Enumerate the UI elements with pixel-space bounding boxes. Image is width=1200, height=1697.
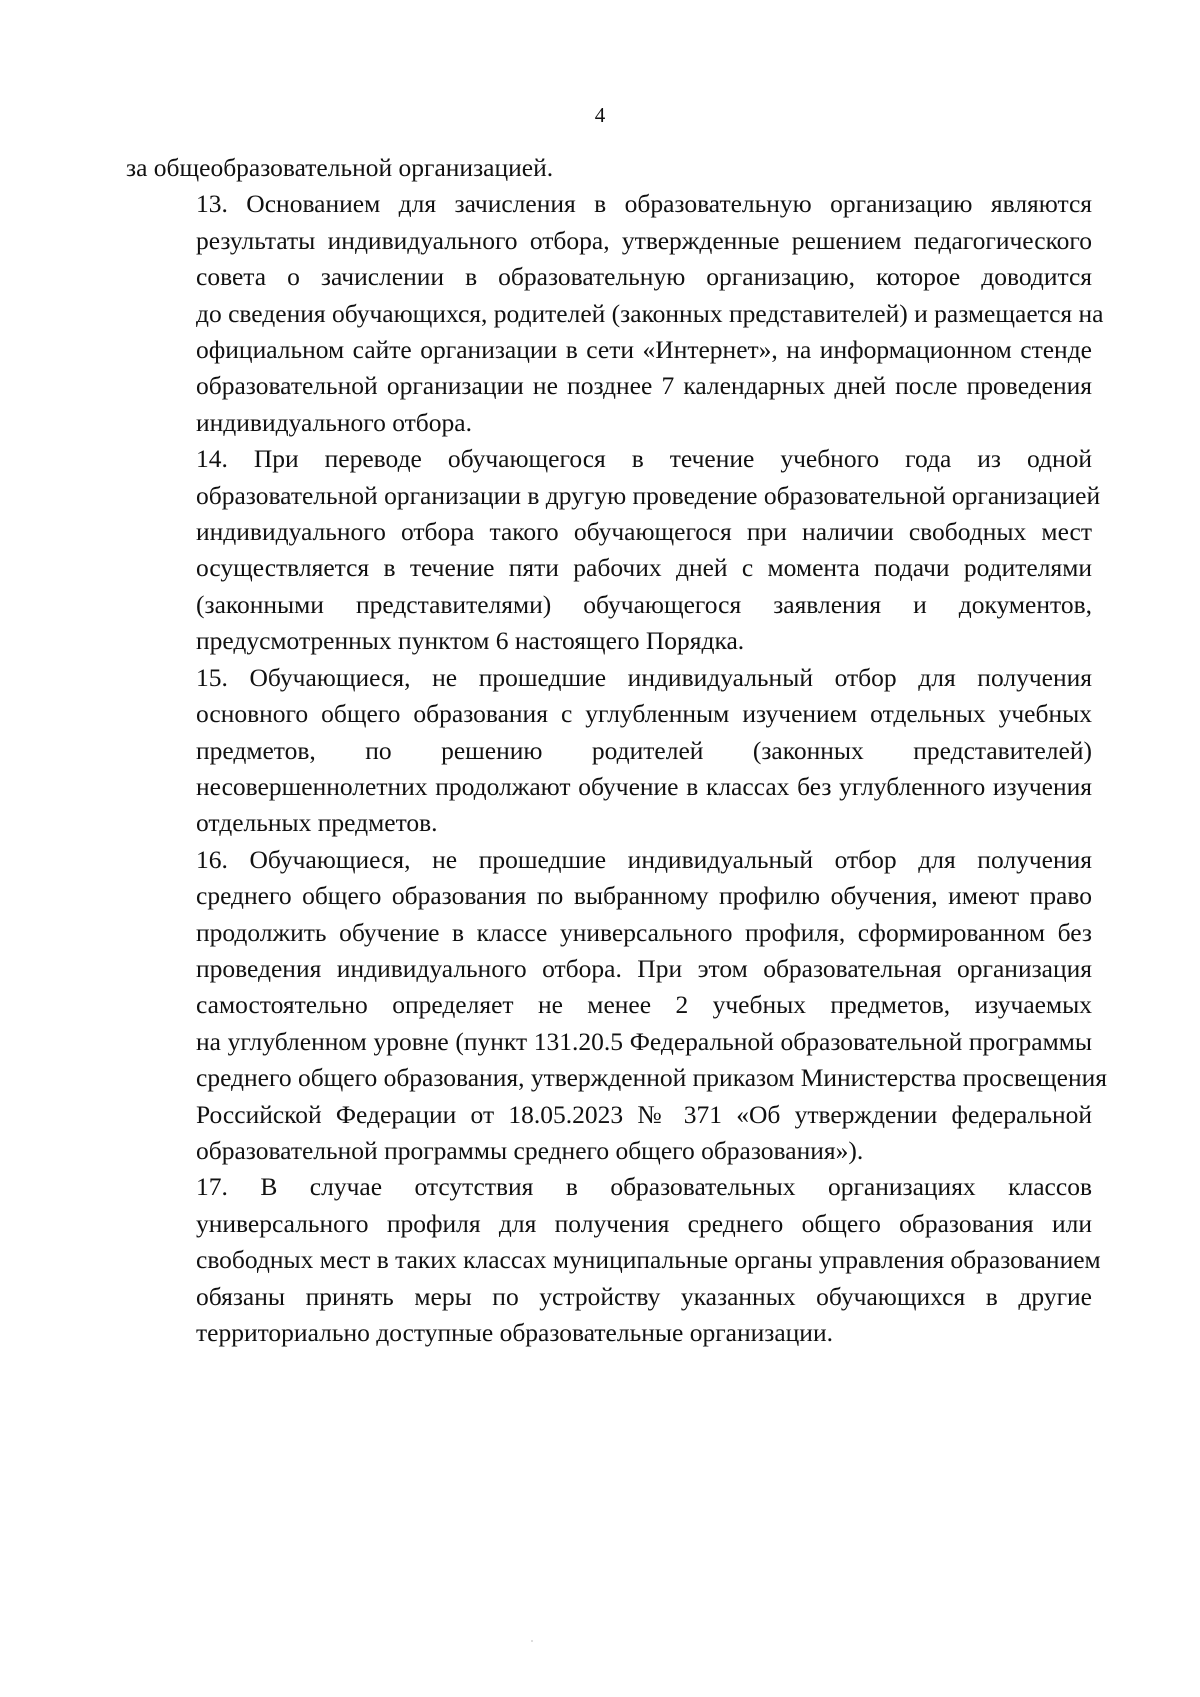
text-line: предметов, по решению родителей (законных представителей) [196, 735, 1092, 765]
text-line: индивидуального отбора. [196, 407, 472, 437]
text-line: до сведения обучающихся, родителей (законных представителей) и размещается на [196, 298, 1104, 328]
text-line: образовательной организации не позднее 7 календарных дней после проведения [196, 371, 1092, 401]
paragraph-continuation [126, 150, 1092, 186]
text-line: 13. Основанием для зачисления в образовательную организацию являются [196, 189, 1092, 219]
text-line: образовательной программы среднего общего образования»). [196, 1135, 864, 1165]
text-line: 16. Обучающиеся, не прошедшие индивидуальный отбор для получения [196, 844, 1092, 874]
text-line: 15. Обучающиеся, не прошедшие индивидуальный отбор для получения [196, 662, 1092, 692]
paragraph-14 [126, 441, 1101, 659]
text-line: основного общего образования с углубленным изучением отдельных учебных [196, 699, 1092, 729]
scan-artifact [531, 1640, 533, 1642]
text-line: 17. В случае отсутствия в образовательных организациях классов [196, 1172, 1092, 1202]
text-line: продолжить обучение в классе универсального профиля, сформированном без [196, 917, 1092, 947]
text-line: осуществляется в течение пяти рабочих дней с момента подачи родителями [196, 553, 1092, 583]
text-line: отдельных предметов. [196, 808, 438, 838]
page-number: 4 [594, 103, 606, 127]
text-line: среднего общего образования по выбранному профилю обучения, имеют право [196, 881, 1092, 911]
text-line: (законными представителями) обучающегося заявления и документов, [196, 589, 1092, 619]
text-line: свободных мест в таких классах муниципальные органы управления образованием [196, 1245, 1101, 1275]
text-line: за общеобразовательной организацией. [126, 153, 554, 182]
text-line: результаты индивидуального отбора, утвержденные решением педагогического [196, 225, 1092, 255]
paragraph-16 [126, 842, 1108, 1170]
paragraph-15 [126, 660, 1092, 842]
text-line: самостоятельно определяет не менее 2 учебных предметов, изучаемых [196, 990, 1092, 1020]
document-body [126, 150, 1108, 1351]
text-line: проведения индивидуального отбора. При этом образовательная организация [196, 953, 1092, 983]
text-line: среднего общего образования, утвержденной приказом Министерства просвещения [196, 1063, 1108, 1093]
text-line: 14. При переводе обучающегося в течение учебного года из одной [196, 444, 1092, 474]
text-line: официальном сайте организации в сети «Интернет», на информационном стенде [196, 335, 1092, 365]
text-line: предусмотренных пунктом 6 настоящего Порядка. [196, 626, 745, 656]
text-line: индивидуального отбора такого обучающегося при наличии свободных мест [196, 517, 1092, 547]
paragraph-13 [126, 186, 1104, 441]
text-line: на углубленном уровне (пункт 131.20.5 Федеральной образовательной программы [196, 1026, 1092, 1056]
text-line: образовательной организации в другую проведение образовательной организацией [196, 480, 1101, 510]
text-line: совета о зачислении в образовательную организацию, которое доводится [196, 262, 1092, 292]
text-line: Российской Федерации от 18.05.2023 № 371 «Об утверждении федеральной [196, 1099, 1092, 1129]
text-line: территориально доступные образовательные организации. [196, 1318, 833, 1347]
paragraph-17 [126, 1169, 1101, 1351]
text-line: обязаны принять меры по устройству указанных обучающихся в другие [196, 1281, 1092, 1311]
text-line: несовершеннолетних продолжают обучение в классах без углубленного изучения [196, 771, 1092, 801]
text-line: универсального профиля для получения среднего общего образования или [196, 1208, 1092, 1238]
